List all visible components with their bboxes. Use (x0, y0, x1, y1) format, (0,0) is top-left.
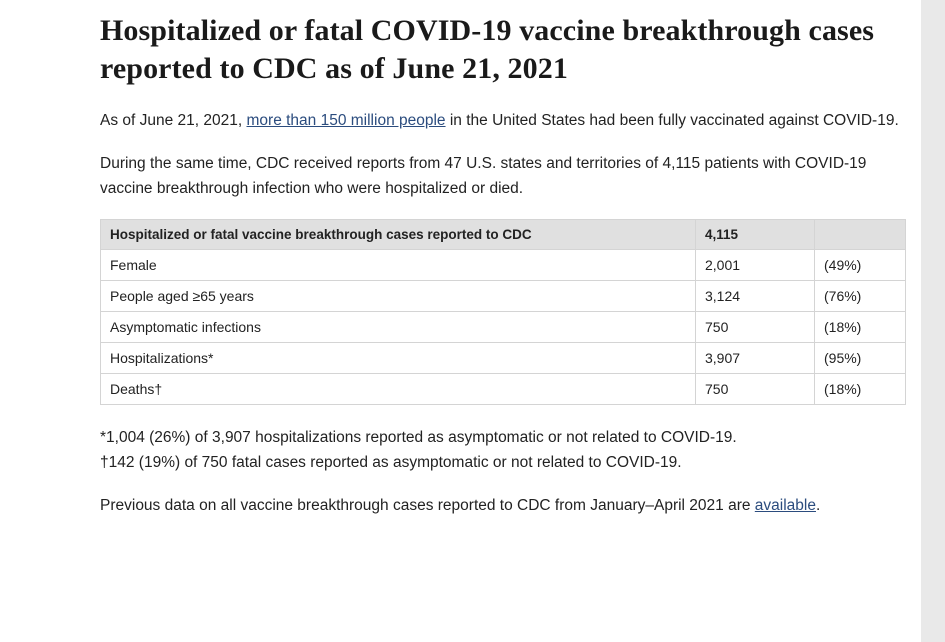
table-header-total: 4,115 (696, 220, 815, 250)
row-label: Asymptomatic infections (101, 312, 696, 343)
footnotes (100, 425, 906, 475)
intro-text-after-link: in the United States had been fully vaccinated against COVID-19. (445, 112, 899, 129)
table-header (101, 220, 906, 250)
page-title: Hospitalized or fatal COVID-19 vaccine breakthrough cases reported to CDC as of June 21, 2021 (100, 14, 875, 85)
table-header-row (101, 220, 906, 250)
row-label: People aged ≥65 years (101, 281, 696, 312)
row-percent: (49%) (815, 250, 906, 281)
intro-paragraph (100, 108, 906, 133)
table-header-label: Hospitalized or fatal vaccine breakthrough cases reported to CDC (101, 220, 696, 250)
row-value: 2,001 (696, 250, 815, 281)
row-value: 750 (696, 312, 815, 343)
available-link[interactable]: available (754, 497, 816, 514)
row-percent: (18%) (815, 374, 906, 405)
closing-text-after-link: . (815, 497, 821, 514)
row-value: 750 (696, 374, 815, 405)
row-label: Hospitalizations* (101, 343, 696, 374)
second-paragraph: During the same time, CDC received reports from 47 U.S. states and territories of 4,115 patients with COVID-19 vaccine breakthrough infection who were hospitalized or died. (100, 155, 867, 197)
footnote-hospitalizations: *1,004 (26%) of 3,907 hospitalizations reported as asymptomatic or not related to COVID-19. (100, 429, 737, 446)
table-header-percent (815, 220, 906, 250)
right-scrollbar-rail[interactable] (921, 0, 945, 642)
footnote-deaths: †142 (19%) of 750 fatal cases reported as asymptomatic or not related to COVID-19. (100, 454, 682, 471)
row-percent: (18%) (815, 312, 906, 343)
row-percent: (76%) (815, 281, 906, 312)
left-margin (0, 0, 82, 642)
row-label: Deaths† (101, 374, 696, 405)
table-row (101, 281, 906, 312)
table-row (101, 343, 906, 374)
closing-paragraph (100, 493, 906, 518)
row-value: 3,907 (696, 343, 815, 374)
table-body (101, 250, 906, 405)
closing-text-before-link: Previous data on all vaccine breakthrough cases reported to CDC from January–April 2021 are (100, 497, 755, 514)
table-row (101, 312, 906, 343)
table-row (101, 374, 906, 405)
article-content (100, 0, 906, 536)
row-percent: (95%) (815, 343, 906, 374)
table-row (101, 250, 906, 281)
more-than-150-million-people-link[interactable]: more than 150 million people (246, 112, 446, 129)
row-value: 3,124 (696, 281, 815, 312)
row-label: Female (101, 250, 696, 281)
intro-text-before-link: As of June 21, 2021, (100, 112, 247, 129)
breakthrough-cases-table (100, 219, 906, 405)
